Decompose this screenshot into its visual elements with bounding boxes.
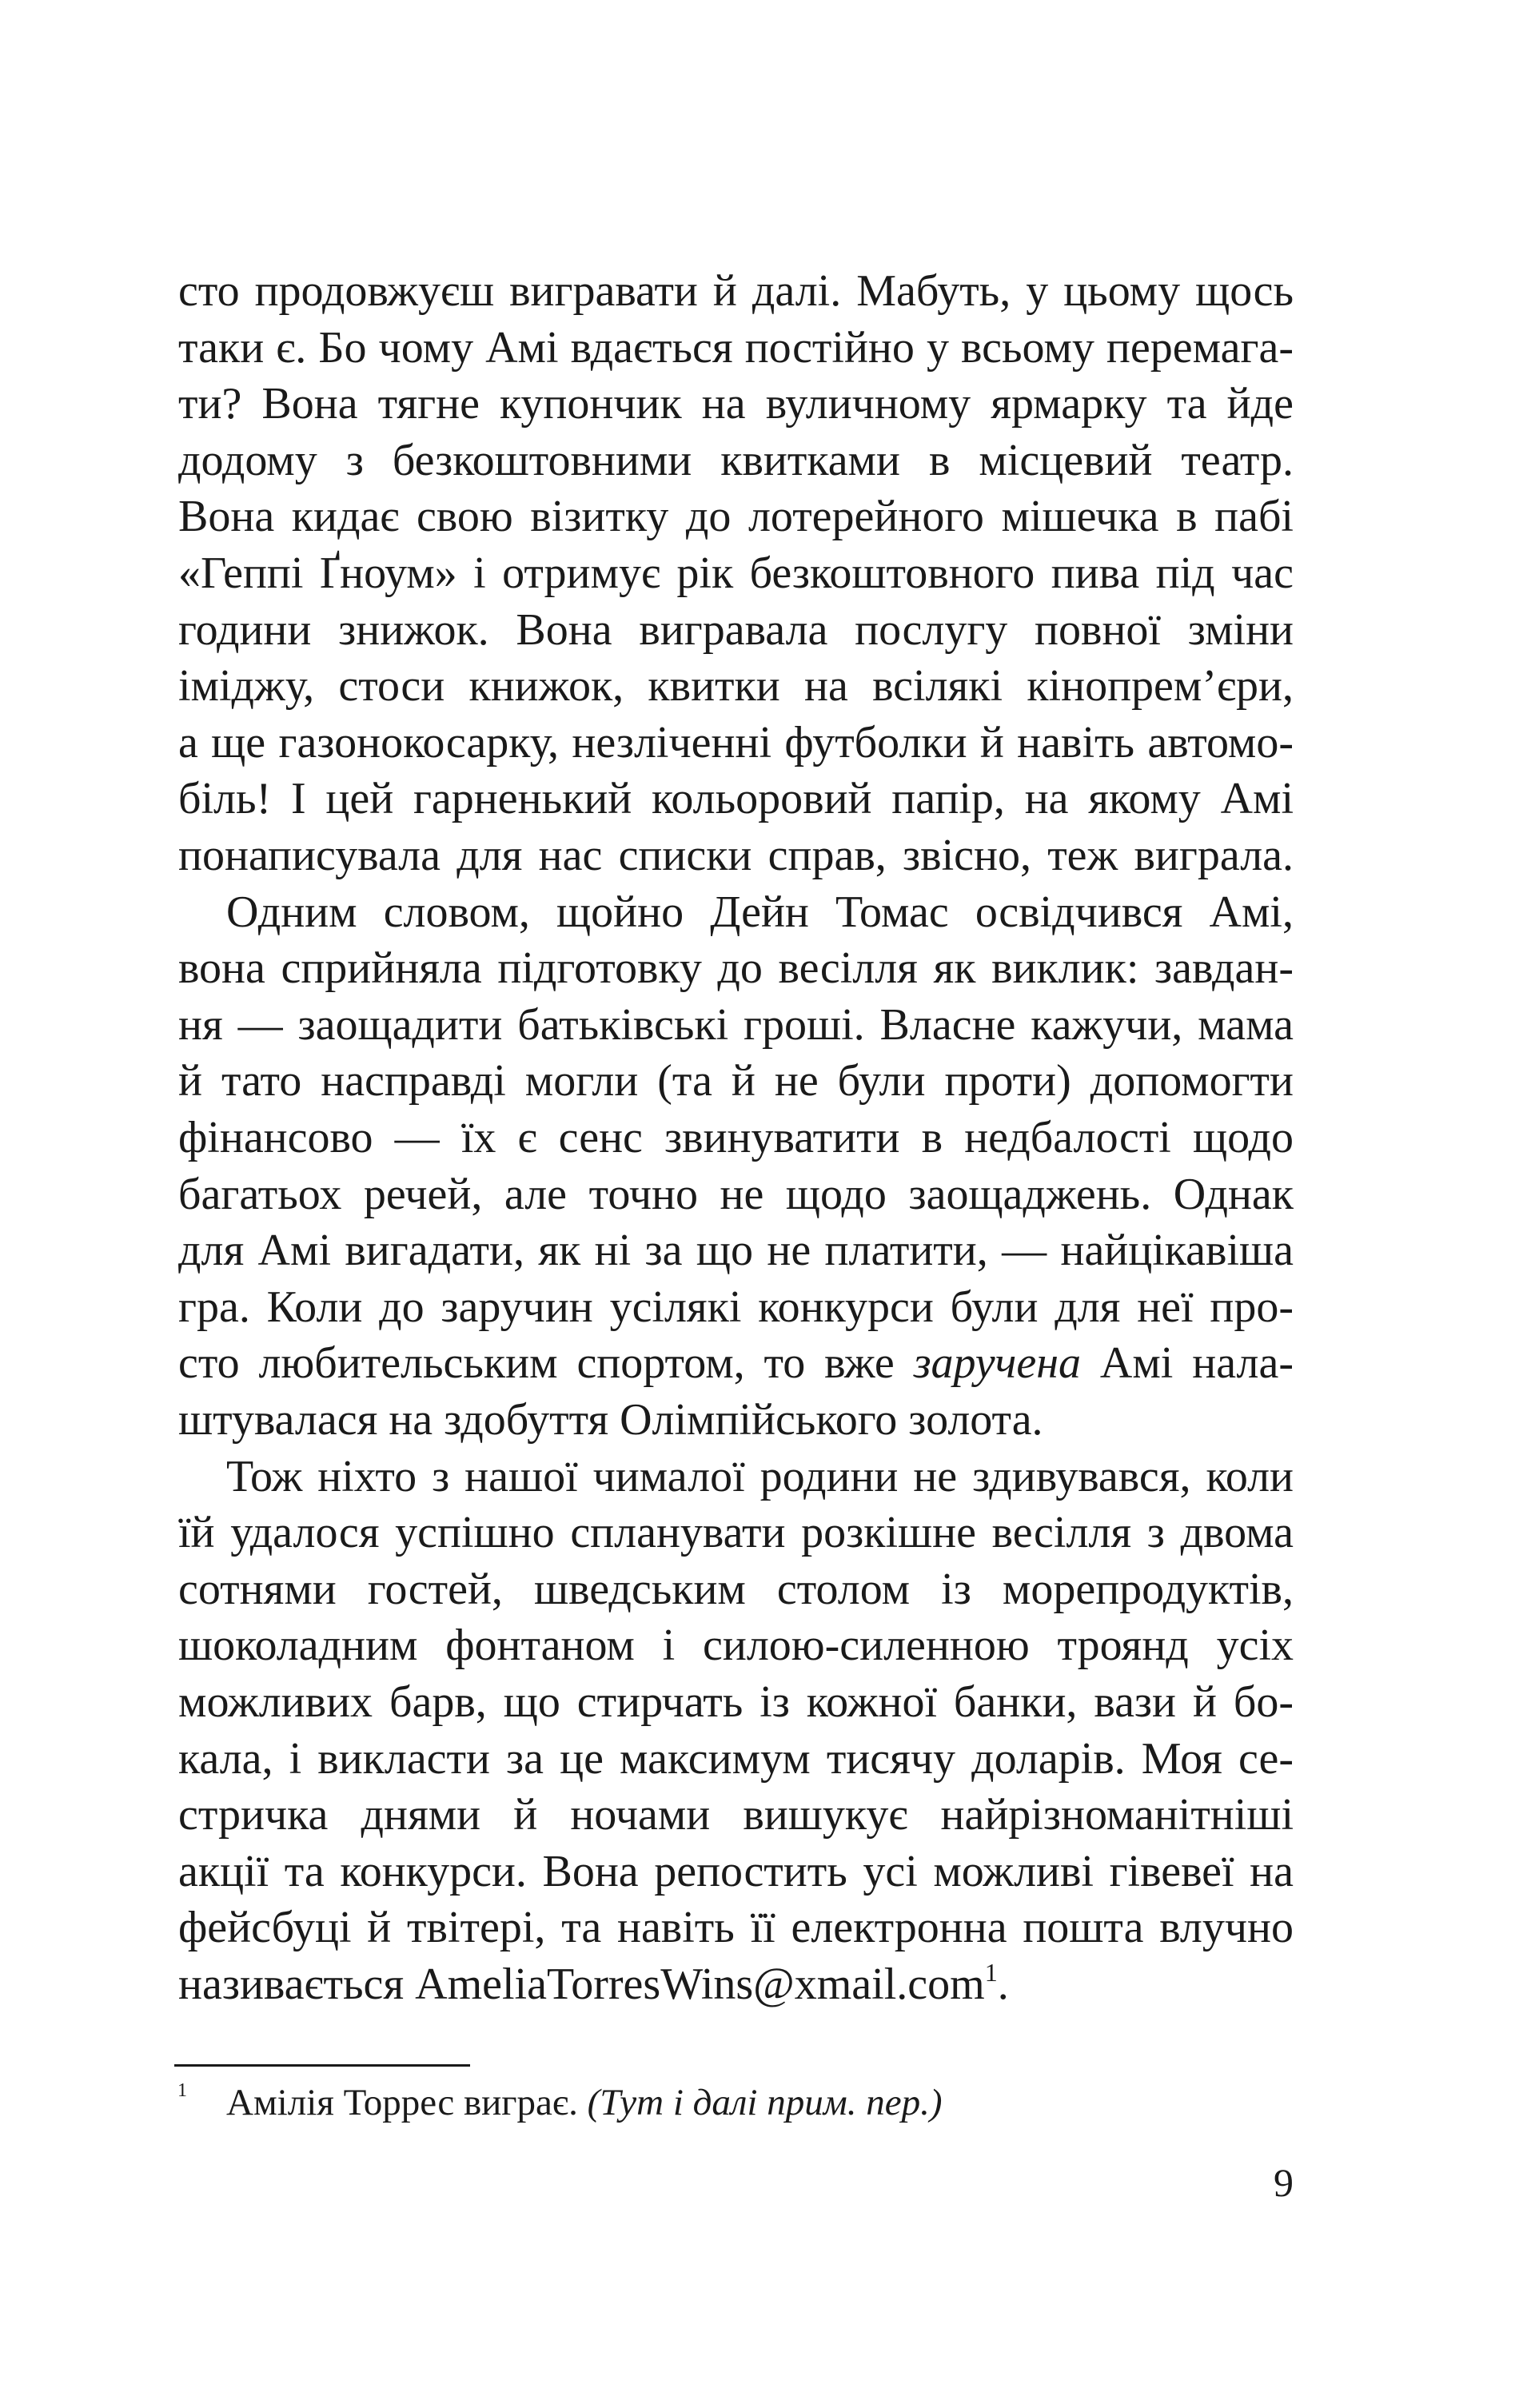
text-line: ня — заощадити батьківські гроші. Власне кажучи, мама [178,1000,1294,1050]
text-line: «Геппі Ґноум» і отримує рік безкоштовного пива під час [178,548,1294,598]
text-line: додому з безкоштовними квитками в місцевий театр. [178,436,1294,485]
text-line: гра. Коли до заручин усілякі конкурси були для неї про- [178,1282,1294,1332]
text-line: іміджу, стоси книжок, квитки на всілякі кінопрем’єри, [178,661,1294,711]
text-run: . [997,1959,1009,2009]
text-line-with-emphasis [178,1335,1294,1391]
text-line: вона сприйняла підготовку до весілля як виклик: завдан- [178,943,1294,993]
text-line: для Амі вигадати, як ні за що не платити, — найцікавіша [178,1226,1294,1275]
text-line: багатьох речей, але точно не щодо заощаджень. Однак [178,1170,1294,1219]
translator-note: (Тут і далі прим. пер.) [587,2082,943,2123]
text-line: біль! І цей гарненький кольоровий папір, на якому Амі [178,774,1294,823]
text-line: стричка днями й ночами вишукує найрізноманітніші [178,1790,1294,1840]
footnote-reference[interactable]: 1 [984,1958,998,1987]
text-run: Амі нала- [1081,1338,1294,1388]
footnote-body: Амілія Торрес виграє. [226,2082,588,2123]
text-line: Вона кидає свою візитку до лотерейного мішечка в пабі [178,492,1294,541]
text-line: сто продовжуєш вигравати й далі. Мабуть, у цьому щось [178,266,1294,316]
text-run: називається AmeliaTorresWins@xmail.com [178,1959,985,2009]
emphasized-word: заручена [913,1338,1082,1388]
text-line: шоколадним фонтаном і силою-силенною троянд усіх [178,1621,1294,1670]
text-line: ти? Вона тягне купончик на вуличному ярмарку та йде [178,379,1294,429]
text-line: штувалася на здобуття Олімпійського золота. [178,1395,1043,1445]
text-line: понаписувала для нас списки справ, звісно, теж виграла. [178,831,1294,880]
text-line-with-footnote-ref [178,1956,1294,2012]
text-line: а ще газонокосарку, незліченні футболки й навіть автомо- [178,718,1294,767]
text-line: години знижок. Вона вигравала послугу повної зміни [178,605,1294,655]
text-line: фінансово — їх є сенс звинуватити в недбалості щодо [178,1113,1294,1162]
text-run: сто любительським спортом, то вже [178,1338,914,1388]
paragraph-first-line: Тож ніхто з нашої чималої родини не здивувався, коли [226,1452,1294,1501]
footnote-marker: 1 [177,2080,187,2101]
text-line: сотнями гостей, шведським столом із морепродуктів, [178,1565,1294,1614]
text-line: таки є. Бо чому Амі вдається постійно у всьому перемага- [178,323,1294,373]
footnote-text [226,2079,942,2127]
text-line: фейсбуці й твітері, та навіть її електронна пошта влучно [178,1903,1294,1952]
text-line: можливих барв, що стирчать із кожної банки, вази й бо- [178,1677,1294,1727]
text-line: й тато насправді могли (та й не були проти) допомогти [178,1056,1294,1106]
text-line: кала, і викласти за це максимум тисячу доларів. Моя се- [178,1734,1294,1784]
footnote-separator [174,2064,470,2067]
text-line: їй удалося успішно спланувати розкішне весілля з двома [178,1508,1294,1557]
page-number: 9 [1274,2160,1294,2205]
text-line: акції та конкурси. Вона репостить усі можливі гівевеї на [178,1847,1294,1896]
paragraph-first-line: Одним словом, щойно Дейн Томас освідчився Амі, [226,887,1294,937]
